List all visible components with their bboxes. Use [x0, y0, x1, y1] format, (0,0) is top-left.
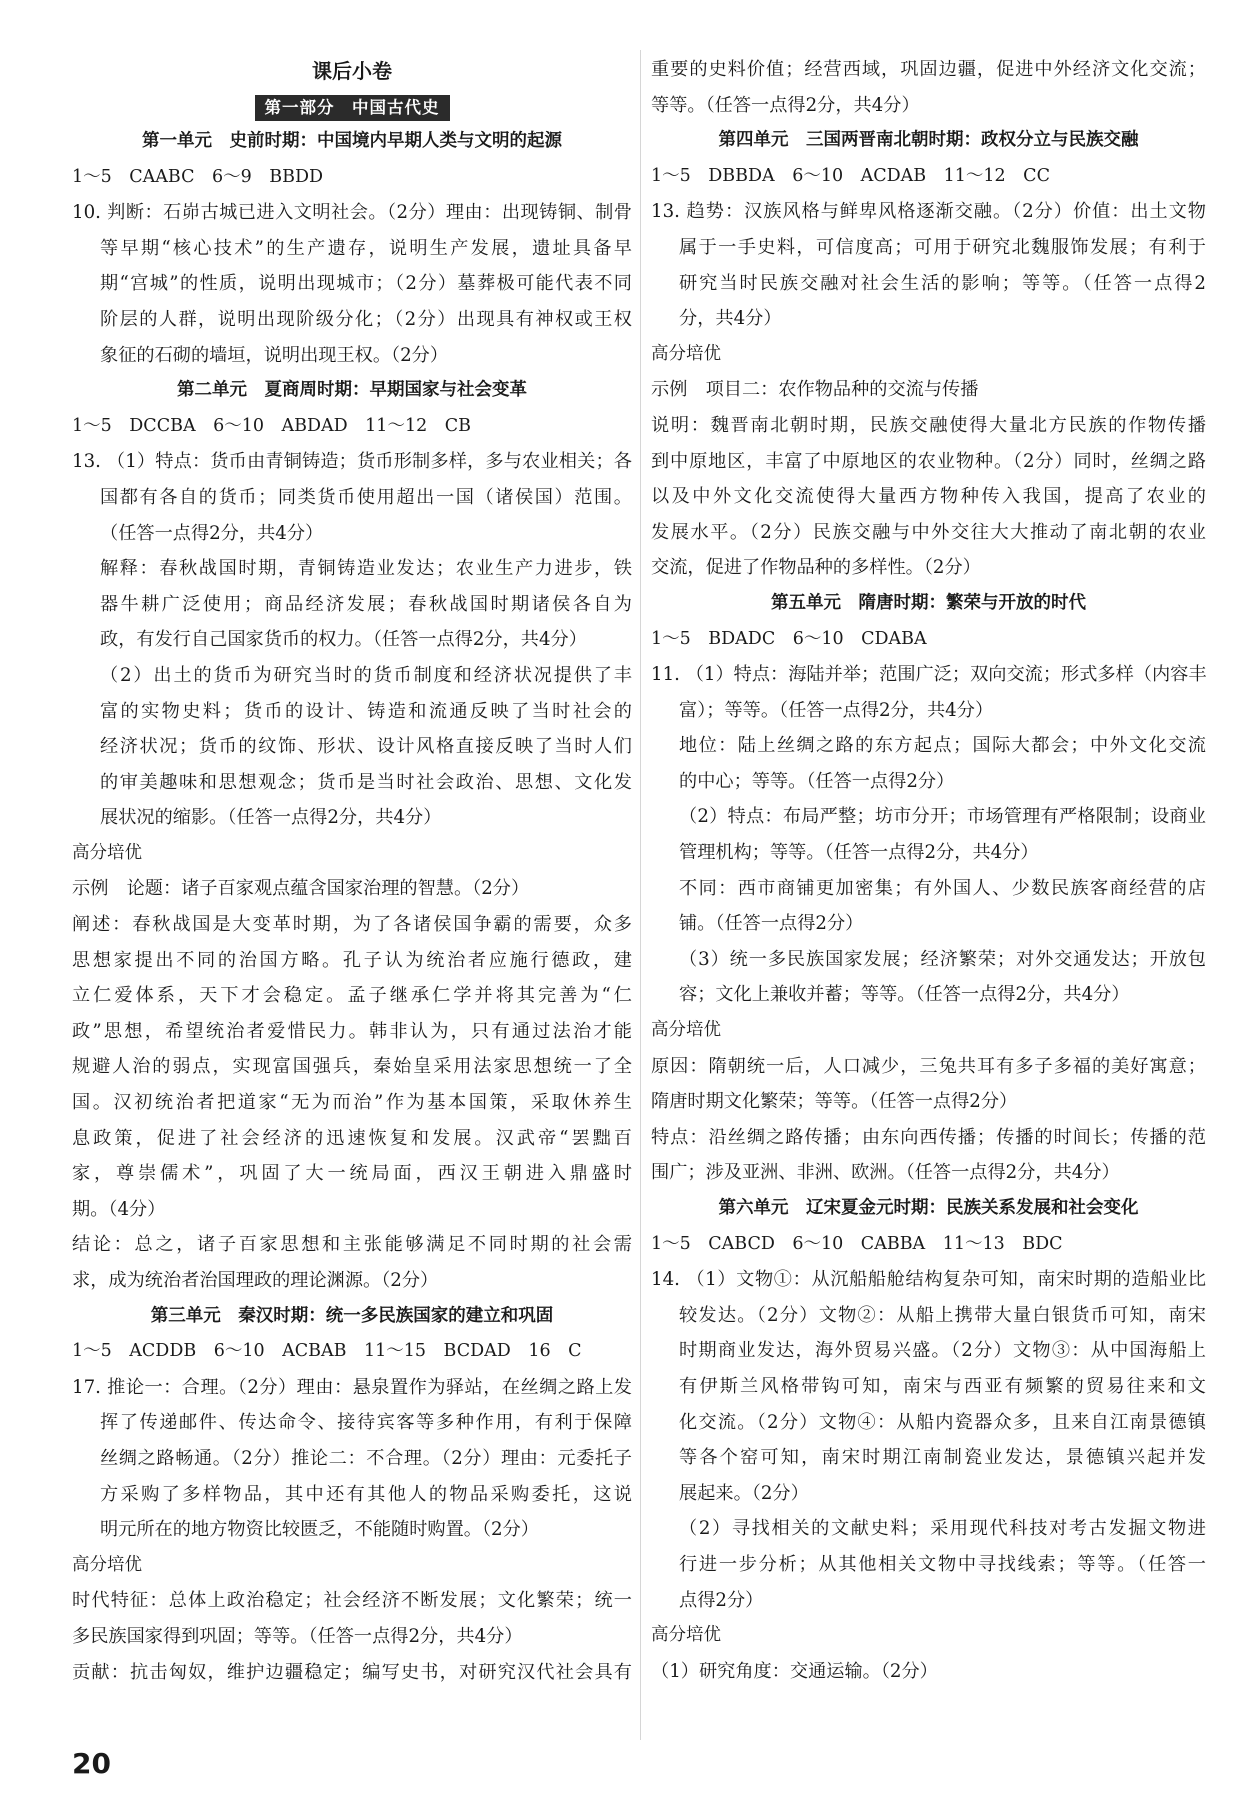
answer-line: 以及中外文化交流使得大量西方物种传入我国，提高了农业的 — [651, 486, 1206, 508]
answer-line: 等等。（任答一点得2分，共4分） — [651, 94, 920, 116]
answer-line: 研究当时民族交融对社会生活的影响；等等。（任答一点得2 — [679, 272, 1206, 294]
answer-line: 原因：隋朝统一后，人口减少，三兔共耳有多子多福的美好寓意； — [651, 1055, 1206, 1077]
answer-line: 特点：沿丝绸之路传播；由东向西传播；传播的时间长；传播的范 — [651, 1126, 1206, 1148]
answer-line: 的审美趣味和思想观念；货币是当时社会政治、思想、文化发 — [100, 771, 632, 793]
answer-line: 等各个窑可知，南宋时期江南制瓷业发达，景德镇兴起并发 — [679, 1447, 1206, 1469]
answer-line: 经济状况；货币的纹饰、形状、设计风格直接反映了当时人们 — [100, 736, 632, 758]
answer-line: 家，尊崇儒术”，巩固了大一统局面，西汉王朝进入鼎盛时 — [72, 1163, 632, 1185]
answer-line: 示例 项目二：农作物品种的交流与传播 — [651, 379, 979, 401]
unit-heading: 第二单元 夏商周时期：早期国家与社会变革 — [177, 380, 527, 401]
answer-line: 13. （1）特点：货币由青铜铸造；货币形制多样，多与农业相关；各 — [72, 451, 632, 473]
choice-answers: 1～5 CABCD 6～10 CABBA 11～13 BDC — [651, 1233, 1063, 1254]
answer-line: 国。汉初统治者把道家“无为而治”作为基本国策，采取休养生 — [72, 1092, 632, 1114]
choice-answers: 1～5 CAABC 6～9 BBDD — [72, 166, 324, 187]
answer-line: 阐述：春秋战国是大变革时期，为了各诸侯国争霸的需要，众多 — [72, 914, 632, 936]
answer-line: 国都有各自的货币；同类货币使用超出一国（诸侯国）范围。 — [100, 486, 632, 508]
answer-line: 点得2分） — [679, 1589, 764, 1611]
answer-line: 行进一步分析；从其他相关文物中寻找线索；等等。（任答一 — [679, 1553, 1206, 1575]
answer-line: 思想家提出不同的治国方略。孔子认为统治者应施行德政，建 — [72, 949, 632, 971]
answer-line: 贡献：抗击匈奴，维护边疆稳定；编写史书，对研究汉代社会具有 — [72, 1661, 632, 1683]
answer-line: 重要的史料价值；经营西域，巩固边疆，促进中外经济文化交流； — [651, 59, 1206, 80]
answer-line: 化交流。（2分）文物④：从船内瓷器众多，且来自江南景德镇 — [679, 1411, 1206, 1433]
unit-heading: 第三单元 秦汉时期：统一多民族国家的建立和巩固 — [150, 1305, 554, 1326]
answer-line: 17. 推论一：合理。（2分）理由：悬泉置作为驿站，在丝绸之路上发 — [72, 1376, 632, 1398]
column-divider — [640, 50, 641, 1740]
answer-line: 有伊斯兰风格带钩可知，南宋与西亚有频繁的贸易往来和文 — [679, 1375, 1206, 1397]
answer-line: （2）出土的货币为研究当时的货币制度和经济状况提供了丰 — [100, 664, 632, 686]
part-banner: 第一部分 中国古代史 — [255, 95, 450, 121]
unit-heading: 第六单元 辽宋夏金元时期：民族关系发展和社会变化 — [718, 1198, 1139, 1218]
answer-line: 地位：陆上丝绸之路的东方起点；国际大都会；中外文化交流 — [679, 735, 1206, 757]
answer-line: 时期商业发达，海外贸易兴盛。（2分）文物③：从中国海船上 — [679, 1340, 1206, 1362]
answer-line: 期。（4分） — [72, 1198, 166, 1220]
answer-line: 期“宫城”的性质，说明出现城市；（2分）墓葬极可能代表不同 — [100, 273, 632, 295]
answer-line: 展状况的缩影。（任答一点得2分，共4分） — [100, 807, 442, 829]
answer-line: 挥了传递邮件、传达命令、接待宾客等多种作用，有利于保障 — [100, 1412, 632, 1434]
left-column — [72, 52, 632, 1690]
answer-line: 13. 趋势：汉族风格与鲜卑风格逐渐交融。（2分）价值：出土文物 — [651, 201, 1206, 223]
answer-line: 到中原地区，丰富了中原地区的农业物种。（2分）同时，丝绸之路 — [651, 450, 1206, 472]
answer-line: 多民族国家得到巩固；等等。（任答一点得2分，共4分） — [72, 1625, 523, 1647]
answer-line: 富）；等等。（任答一点得2分，共4分） — [679, 699, 994, 721]
answer-line: 阶层的人群，说明出现阶级分化；（2分）出现具有神权或王权 — [100, 308, 632, 330]
answer-line: 明元所在的地方物资比较匮乏，不能随时购置。（2分） — [100, 1519, 539, 1541]
answer-line: 交流，促进了作物品种的多样性。（2分） — [651, 557, 981, 579]
answer-line: 展起来。（2分） — [679, 1482, 809, 1504]
answer-line: 结论：总之，诸子百家思想和主张能够满足不同时期的社会需 — [72, 1234, 632, 1256]
answer-line: （3）统一多民族国家发展；经济繁荣；对外交通发达；开放包 — [679, 948, 1206, 970]
answer-line: 14. （1）文物①：从沉船船舱结构复杂可知，南宋时期的造船业比 — [651, 1269, 1206, 1291]
answer-line: 分，共4分） — [679, 308, 782, 330]
answer-line: 较发达。（2分）文物②：从船上携带大量白银货币可知，南宋 — [679, 1304, 1206, 1326]
answer-line: 11. （1）特点：海陆并举；范围广泛；双向交流；形式多样（内容丰 — [651, 664, 1207, 686]
answer-line: 发展水平。（2分）民族交融与中外交往大大推动了南北朝的农业 — [651, 521, 1206, 543]
answer-line: 围广；涉及亚洲、非洲、欧洲。（任答一点得2分，共4分） — [651, 1162, 1120, 1184]
answer-line: 政”思想，希望统治者爱惜民力。韩非认为，只有通过法治才能 — [72, 1020, 632, 1042]
answer-line: 求，成为统治者治国理政的理论渊源。（2分） — [72, 1270, 439, 1291]
right-lines — [651, 52, 1206, 1689]
section-label: 高分培优 — [72, 1554, 142, 1575]
part-banner-wrap — [72, 90, 632, 120]
answer-line: 立仁爱体系，天下才会稳定。孟子继承仁学并将其完善为“仁 — [72, 985, 632, 1007]
answer-line: （1）研究角度：交通运输。（2分） — [651, 1660, 938, 1682]
answer-line: 隋唐时期文化繁荣；等等。（任答一点得2分） — [651, 1091, 1018, 1113]
unit-heading: 第一单元 史前时期：中国境内早期人类与文明的起源 — [142, 131, 562, 151]
section-label: 高分培优 — [72, 842, 142, 863]
answer-line: 容；文化上兼收并蓄；等等。（任答一点得2分，共4分） — [679, 984, 1130, 1006]
right-column — [651, 52, 1206, 1689]
answer-line: 息政策，促进了社会经济的迅速恢复和发展。汉武帝“罢黜百 — [72, 1127, 632, 1149]
left-lines — [72, 124, 632, 1690]
answer-line: 政，有发行自己国家货币的权力。（任答一点得2分，共4分） — [100, 629, 587, 651]
section-label: 高分培优 — [651, 1020, 721, 1041]
answer-line: 解释：春秋战国时期，青铜铸造业发达；农业生产力进步，铁 — [100, 558, 632, 580]
page-number: 20 — [72, 1747, 111, 1780]
answer-line: 属于一手史料，可信度高；可用于研究北魏服饰发展；有利于 — [679, 236, 1206, 258]
answer-line: 的中心；等等。（任答一点得2分） — [679, 770, 955, 792]
choice-answers: 1～5 ACDDB 6～10 ACBAB 11～15 BCDAD 16 C — [72, 1341, 582, 1362]
page-title: 课后小卷 — [312, 59, 392, 83]
answer-line: 象征的石砌的墙垣，说明出现王权。（2分） — [100, 344, 449, 366]
answer-line: 说明：魏晋南北朝时期，民族交融使得大量北方民族的作物传播 — [651, 414, 1206, 436]
answer-line: （2）特点：布局严整；坊市分开；市场管理有严格限制；设商业 — [679, 806, 1206, 828]
answer-line: 10. 判断：石峁古城已进入文明社会。（2分）理由：出现铸铜、制骨 — [72, 202, 632, 224]
unit-heading: 第五单元 隋唐时期：繁荣与开放的时代 — [771, 592, 1086, 613]
answer-line: 富的实物史料；货币的设计、铸造和流通反映了当时社会的 — [100, 700, 632, 722]
answer-line: 方采购了多样物品，其中还有其他人的物品采购委托，这说 — [100, 1483, 632, 1505]
unit-heading: 第四单元 三国两晋南北朝时期：政权分立与民族交融 — [718, 130, 1139, 151]
choice-answers: 1～5 DCCBA 6～10 ABDAD 11～12 CB — [72, 415, 471, 436]
answer-line: 管理机构；等等。（任答一点得2分，共4分） — [679, 842, 1039, 864]
answer-line: 等早期“核心技术”的生产遗存，说明生产发展，遗址具备早 — [100, 237, 632, 259]
answer-line: 器牛耕广泛使用；商品经济发展；春秋战国时期诸侯各自为 — [100, 593, 632, 615]
choice-answers: 1～5 BDADC 6～10 CDABA — [651, 628, 927, 649]
answer-line: 不同：西市商铺更加密集；有外国人、少数民族客商经营的店 — [679, 877, 1206, 899]
answer-line: 规避人治的弱点，实现富国强兵，秦始皇采用法家思想统一了全 — [72, 1056, 632, 1078]
section-label: 高分培优 — [651, 1625, 721, 1646]
answer-line: （2）寻找相关的文献史料；采用现代科技对考古发掘文物进 — [679, 1518, 1206, 1540]
answer-line: 丝绸之路畅通。（2分）推论二：不合理。（2分）理由：元委托子 — [100, 1447, 632, 1469]
answer-line: 示例 论题：诸子百家观点蕴含国家治理的智慧。（2分） — [72, 878, 530, 900]
answer-line: 铺。（任答一点得2分） — [679, 913, 864, 935]
choice-answers: 1～5 DBBDA 6～10 ACDAB 11～12 CC — [651, 165, 1050, 186]
section-label: 高分培优 — [651, 343, 721, 364]
answer-line: 时代特征：总体上政治稳定；社会经济不断发展；文化繁荣；统一 — [72, 1590, 632, 1612]
answer-line: （任答一点得2分，共4分） — [100, 522, 324, 544]
